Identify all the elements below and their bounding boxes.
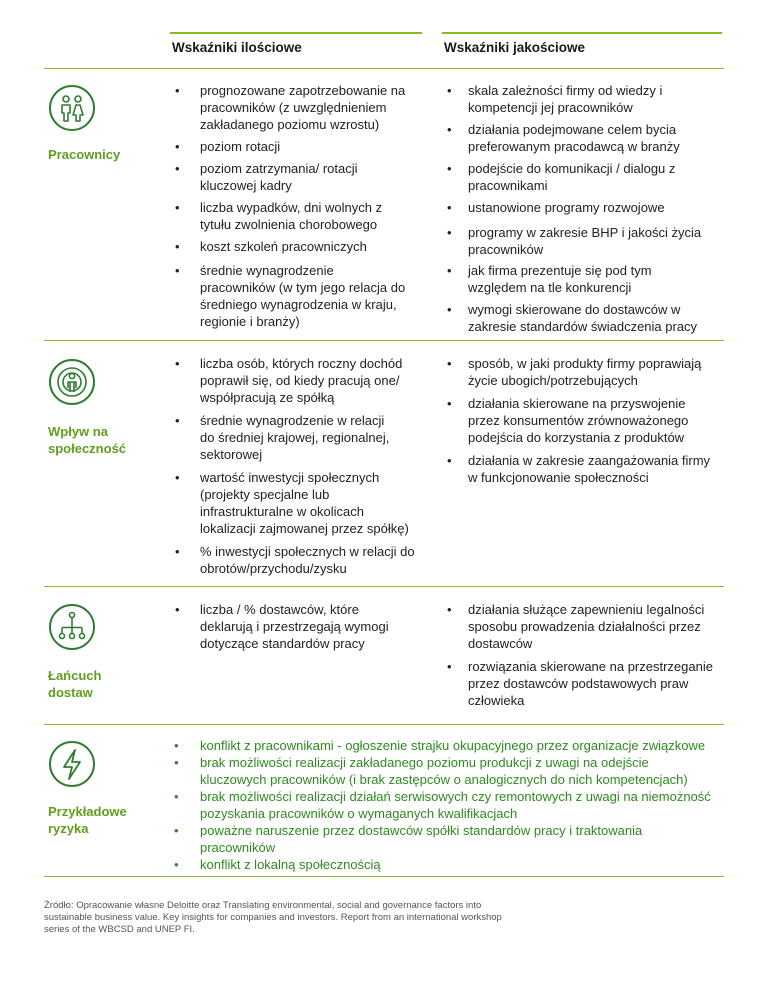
list-item: rozwiązania skierowane na przestrzeganie przez dostawców podstawowych praw człowieka xyxy=(468,659,713,708)
list-item: jak firma prezentuje się pod tym względem na tle konkurencji xyxy=(468,263,652,295)
risk-item: konflikt z pracownikami - ogłoszenie strajku okupacyjnego przez organizacje związkowe xyxy=(200,738,706,753)
row-separator xyxy=(44,586,724,587)
risk-item: konflikt z lokalną społecznością xyxy=(200,857,381,872)
row-separator xyxy=(44,724,724,725)
risk-item: brak możliwości realizacji zakładanego poziomu produkcji z uwagi na odejście kluczowych pracowników (i brak zastępców o analogicznych do nich kompetencjach) xyxy=(200,755,688,787)
list-item: działania w zakresie zaangażowania firmy w funkcjonowanie społeczności xyxy=(468,453,711,485)
bullet: • xyxy=(174,789,179,804)
list-item: liczba wypadków, dni wolnych z tytułu zwolnienia chorobowego xyxy=(200,200,383,232)
list-item: poziom zatrzymania/ rotacji kluczowej kadry xyxy=(200,161,358,193)
community-icon xyxy=(48,358,96,406)
section-label-employees: Pracownicy xyxy=(48,147,121,162)
column-header-qualitative: Wskaźniki jakościowe xyxy=(444,40,586,55)
section-label-supply-chain: Łańcuch dostaw xyxy=(48,668,102,700)
column-header-quantitative: Wskaźniki ilościowe xyxy=(172,40,302,55)
bullet: • xyxy=(447,225,452,240)
list-item: wymogi skierowane do dostawców w zakresie standardów świadczenia pracy xyxy=(468,302,698,334)
bullet: • xyxy=(447,356,452,371)
list-item: liczba osób, których roczny dochód poprawił się, od kiedy pracują one/ współpracują ze spółką xyxy=(200,356,403,405)
risk-item: brak możliwości realizacji działań serwisowych czy remontowych z uwagi na niemożność pozyskania pracowników o wymaganych kwalifikacjach xyxy=(200,789,711,821)
people-icon xyxy=(48,84,96,132)
bullet: • xyxy=(447,83,452,98)
bullet: • xyxy=(447,659,452,674)
list-item: podejście do komunikacji / dialogu z pracownikami xyxy=(468,161,676,193)
bullet: • xyxy=(175,263,180,278)
bullet: • xyxy=(175,161,180,176)
section-label-risks: Przykładowe ryzyka xyxy=(48,804,127,836)
bullet: • xyxy=(447,602,452,617)
list-item: poziom rotacji xyxy=(200,139,281,154)
list-item: działania służące zapewnieniu legalności sposobu prowadzenia działalności przez dostawców xyxy=(468,602,705,651)
bullet: • xyxy=(174,823,179,838)
list-item: średnie wynagrodzenie pracowników (w tym jego relacja do średniego wynagrodzenia w kraju, regionie i branży) xyxy=(200,263,406,329)
list-item: ustanowione programy rozwojowe xyxy=(468,200,665,215)
lightning-icon xyxy=(48,740,96,788)
source-note: Źródło: Opracowanie własne Deloitte oraz Translating environmental, social and governance factors into sustainable business value. Key insights for companies and investors. Report from an international workshop series of the WBCSD and UNEP FI. xyxy=(44,900,502,935)
network-icon xyxy=(48,603,96,651)
list-item: prognozowane zapotrzebowanie na pracowników (z uwzględnieniem zakładanego poziomu wzrostu) xyxy=(200,83,406,132)
bullet: • xyxy=(175,602,180,617)
bullet: • xyxy=(175,470,180,485)
bullet: • xyxy=(447,302,452,317)
list-item: programy w zakresie BHP i jakości życia pracowników xyxy=(468,225,702,257)
bullet: • xyxy=(174,755,179,770)
list-item: sposób, w jaki produkty firmy poprawiają życie ubogich/potrzebujących xyxy=(468,356,702,388)
bullet: • xyxy=(447,396,452,411)
section-label-society: Wpływ na społeczność xyxy=(48,424,127,456)
list-item: koszt szkoleń pracowniczych xyxy=(200,239,367,254)
bullet: • xyxy=(174,738,179,753)
bullet: • xyxy=(175,239,180,254)
row-separator xyxy=(44,68,724,69)
list-item: wartość inwestycji społecznych (projekty specjalne lub infrastrukturalne w okolicach lokalizacji zajmowanej przez spółkę) xyxy=(200,470,409,536)
bullet: • xyxy=(175,544,180,559)
header-rule-quantitative xyxy=(170,32,422,34)
list-item: działania podejmowane celem bycia preferowanym pracodawcą w branży xyxy=(468,122,680,154)
bullet: • xyxy=(447,122,452,137)
bullet: • xyxy=(175,200,180,215)
bullet: • xyxy=(175,83,180,98)
row-separator xyxy=(44,340,724,341)
bullet: • xyxy=(447,161,452,176)
list-item: % inwestycji społecznych w relacji do obrotów/przychodu/zysku xyxy=(200,544,415,576)
list-item: skala zależności firmy od wiedzy i kompetencji jej pracowników xyxy=(468,83,663,115)
list-item: działania skierowane na przyswojenie przez konsumentów zrównoważonego podejścia do korzystania z produktów xyxy=(468,396,689,445)
list-item: średnie wynagrodzenie w relacji do średniej krajowej, regionalnej, sektorowej xyxy=(200,413,390,462)
bullet: • xyxy=(447,200,452,215)
bullet: • xyxy=(447,453,452,468)
bullet: • xyxy=(174,857,179,872)
risk-item: poważne naruszenie przez dostawców spółki standardów pracy i traktowania pracowników xyxy=(200,823,643,855)
list-item: liczba / % dostawców, które deklarują i przestrzegają wymogi dotyczące standardów pracy xyxy=(200,602,389,651)
bullet: • xyxy=(175,413,180,428)
bullet: • xyxy=(447,263,452,278)
header-rule-qualitative xyxy=(442,32,722,34)
row-separator xyxy=(44,876,724,877)
bullet: • xyxy=(175,139,180,154)
bullet: • xyxy=(175,356,180,371)
